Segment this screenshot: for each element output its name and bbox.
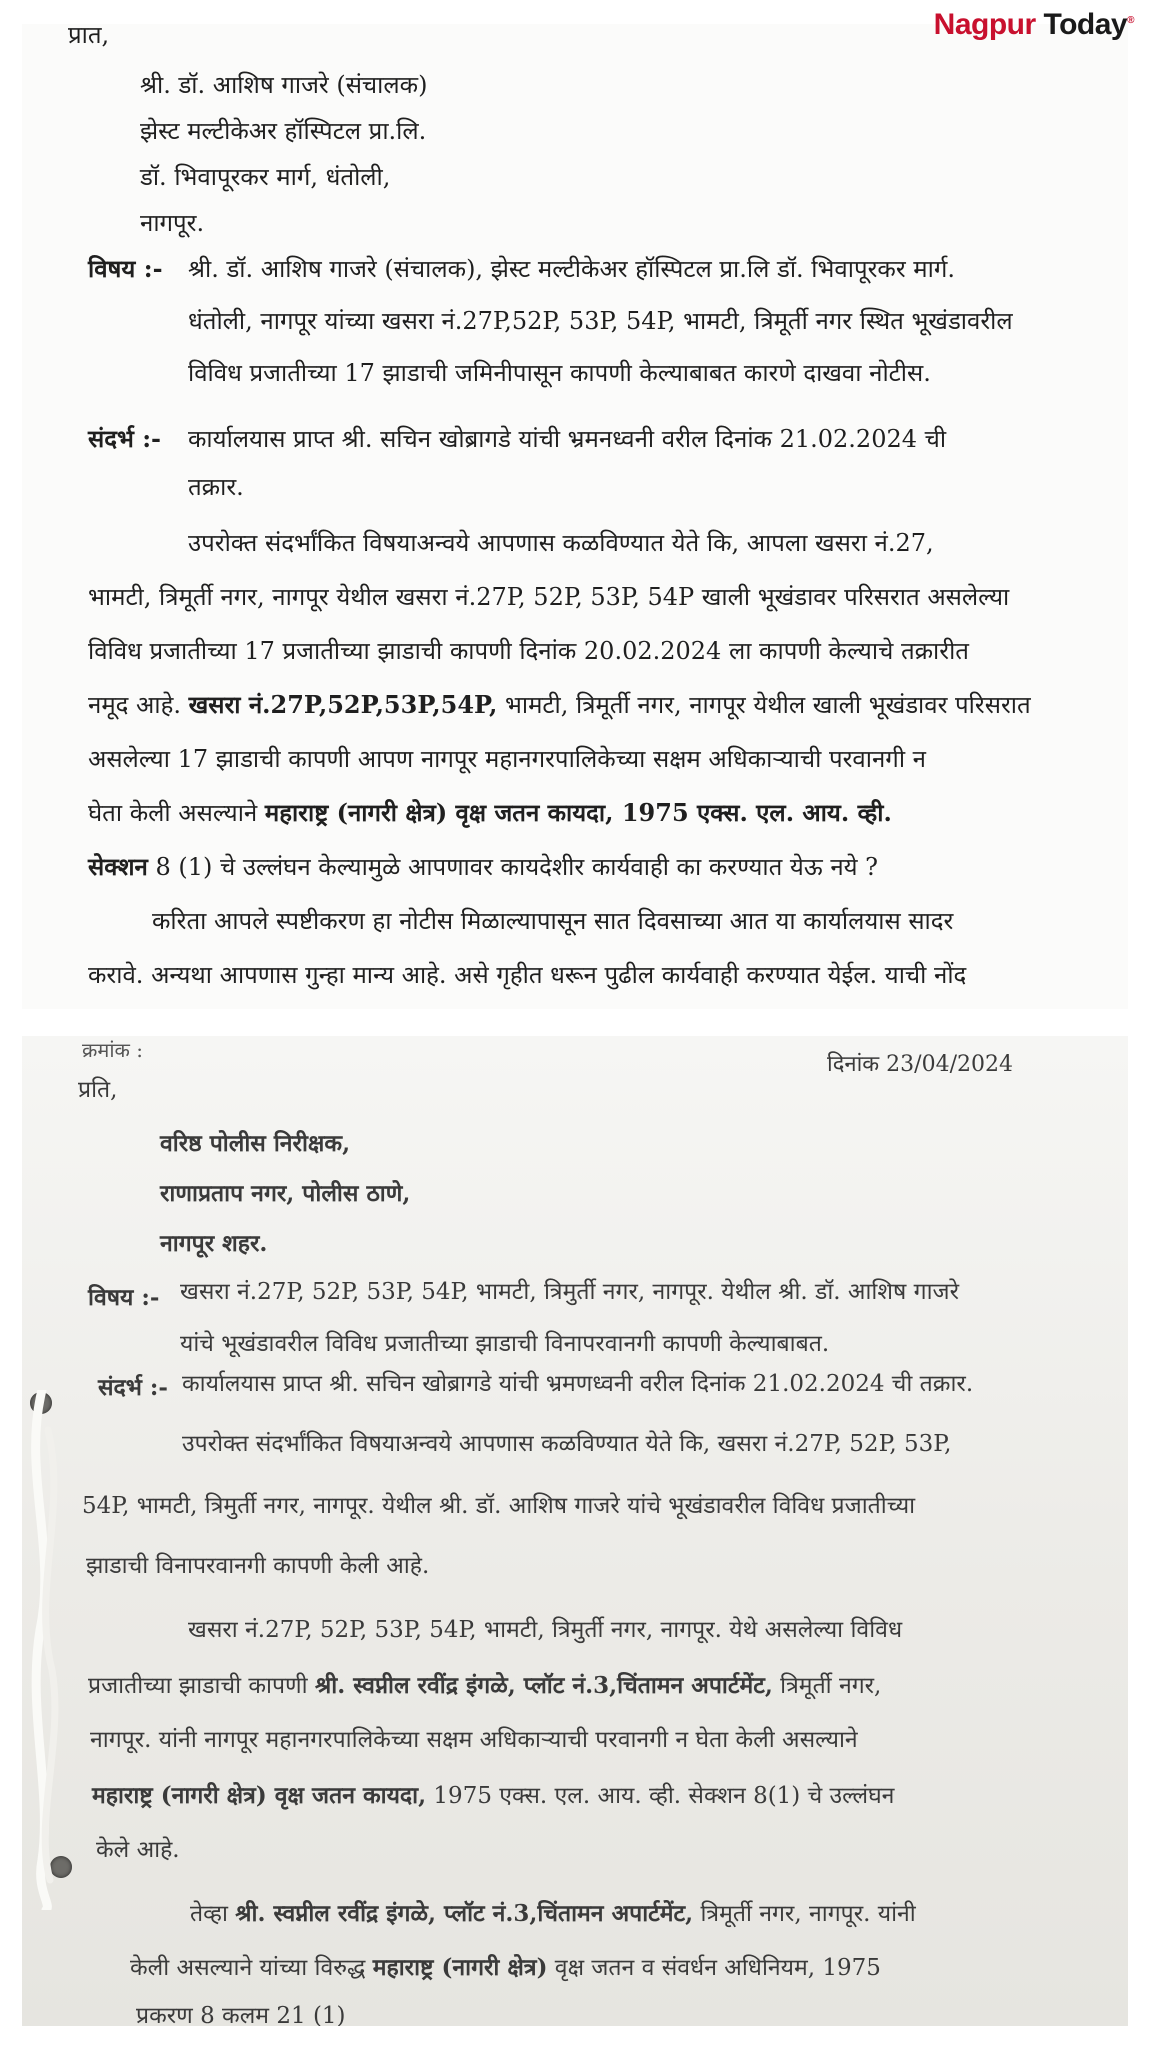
body-text: भामटी, त्रिमूर्ती नगर, नागपूर येथील खाली भूखंडावर परिसरात <box>504 691 1031 719</box>
subject-label: विषय :- <box>88 1284 160 1311</box>
body-line-4: खसरा नं.27P, 52P, 53P, 54P, भामटी, त्रिमुर्ती नगर, नागपूर. येथे असलेल्या विविध <box>188 1617 903 1643</box>
body-text: तेव्हा <box>190 1901 236 1927</box>
accused-name-bold: श्री. स्वप्नील रवींद्र इंगळे, प्लॉट नं.3,चिंतामन अपार्टमेंट, <box>235 1900 694 1927</box>
subject-line-1: खसरा नं.27P, 52P, 53P, 54P, भामटी, त्रिमुर्ती नगर, नागपूर. येथील श्री. डॉ. आशिष गाजरे <box>180 1279 960 1305</box>
body-line-1: उपरोक्त संदर्भांकित विषयाअन्वये आपणास कळविण्यात येते कि, खसरा नं.27P, 52P, 53P, <box>182 1431 952 1457</box>
body-line-5 <box>88 1668 881 1700</box>
body-line-3: झाडाची विनापरवानगी कापणी केली आहे. <box>86 1553 430 1579</box>
recipient-line-3: डॉ. भिवापूरकर मार्ग, धंतोली, <box>140 163 391 191</box>
image-divider <box>0 1009 1152 1036</box>
top-cut-text: क्रमांक : <box>82 1038 143 1062</box>
file-string-tag <box>12 1390 72 1910</box>
body-text: घेता केली असल्याने <box>88 799 265 827</box>
recipient-line-2: झेस्ट मल्टीकेअर हॉस्पिटल प्रा.लि. <box>140 117 427 145</box>
nagpur-today-logo <box>934 8 1134 42</box>
police-letter-2 <box>22 1036 1128 2026</box>
recipient-line-1: वरिष्ठ पोलीस निरीक्षक, <box>160 1130 351 1157</box>
act-name-bold: महाराष्ट्र (नागरी क्षेत्र) वृक्ष जतन कायदा, 1975 एक्स. एल. आय. व्ही. <box>264 798 892 827</box>
body-line-5: असलेल्या 17 झाडाची कापणी आपण नागपूर महानगरपालिकेच्या सक्षम अधिकाऱ्याची परवानगी न <box>88 745 926 773</box>
body-line-10 <box>130 1950 881 1982</box>
body-text: नमूद आहे. <box>88 691 181 719</box>
body-text: त्रिमूर्ती नगर, नागपूर. यांनी <box>700 1901 916 1927</box>
body-text: 1975 एक्स. एल. आय. व्ही. सेक्शन 8(1) चे उल्लंघन <box>433 1783 895 1809</box>
section-bold: सेक्शन <box>88 852 148 881</box>
body-line-4 <box>88 688 1031 721</box>
reference-label: संदर्भ :- <box>98 1374 168 1401</box>
logo-text-black: Today <box>1043 8 1128 41</box>
to-label: प्रति, <box>78 1077 118 1103</box>
subject-line-2: धंतोली, नागपूर यांच्या खसरा नं.27P,52P, 53P, 54P, भामटी, त्रिमूर्ती नगर स्थित भूखंडावरील <box>188 307 1013 335</box>
reference-line: कार्यालयास प्राप्त श्री. सचिन खोब्रागडे यांची भ्रमणध्वनी वरील दिनांक 21.02.2024 ची तक्रार. <box>182 1371 974 1397</box>
subject-line-3: विविध प्रजातीच्या 17 झाडाची जमिनीपासून कापणी केल्याबाबत कारणे दाखवा नोटीस. <box>188 359 931 387</box>
to-label: प्रात, <box>68 24 110 49</box>
body-line-7 <box>92 1778 894 1810</box>
body-line-7 <box>88 850 878 883</box>
body-text: वृक्ष जतन व संवर्धन अधिनियम, 1975 <box>554 1955 881 1981</box>
recipient-line-2: राणाप्रताप नगर, पोलीस ठाणे, <box>160 1180 411 1207</box>
reference-line-1: कार्यालयास प्राप्त श्री. सचिन खोब्रागडे यांची भ्रमनध्वनी वरील दिनांक 21.02.2024 ची <box>188 425 947 453</box>
body-line-3: विविध प्रजातीच्या 17 प्रजातीच्या झाडाची कापणी दिनांक 20.02.2024 ला कापणी केल्याचे तक्रारीत <box>88 637 969 665</box>
body-text: केली असल्याने यांच्या विरुद्ध <box>130 1955 373 1981</box>
body-line-8: केले आहे. <box>96 1837 180 1863</box>
registered-mark: ® <box>1127 15 1134 26</box>
accused-name-bold: श्री. स्वप्नील रवींद्र इंगळे, प्लॉट नं.3,चिंतामन अपार्टमेंट, <box>314 1672 773 1699</box>
body-text: 8 (1) चे उल्लंघन केल्यामुळे आपणावर कायदेशीर कार्यवाही का करण्यात येऊ नये ? <box>155 853 879 881</box>
body-line-1: उपरोक्त संदर्भांकित विषयाअन्वये आपणास कळविण्यात येते कि, आपला खसरा नं.27, <box>188 529 934 557</box>
date-line: दिनांक 23/04/2024 <box>827 1052 1013 1077</box>
recipient-line-3: नागपूर शहर. <box>160 1230 268 1257</box>
body-line-2: भामटी, त्रिमूर्ती नगर, नागपूर येथील खसरा नं.27P, 52P, 53P, 54P खाली भूखंडावर परिसरात असलेल्या <box>88 583 1010 611</box>
subject-label: विषय :- <box>88 254 163 283</box>
body-line-9: करावे. अन्यथा आपणास गुन्हा मान्य आहे. असे गृहीत धरून पुढील कार्यवाही करण्यात येईल. याची नोंद <box>88 961 967 989</box>
recipient-line-4: नागपूर. <box>140 209 205 237</box>
body-text: प्रजातीच्या झाडाची कापणी <box>88 1673 315 1699</box>
body-text: त्रिमूर्ती नगर, <box>780 1673 882 1699</box>
subject-line-2: यांचे भूखंडावरील विविध प्रजातीच्या झाडाची विनापरवानगी कापणी केल्याबाबत. <box>180 1331 830 1357</box>
notice-letter-1 <box>22 24 1128 1009</box>
reference-label: संदर्भ :- <box>88 424 162 453</box>
body-line-6 <box>88 796 892 829</box>
body-line-8: करिता आपले स्पष्टीकरण हा नोटीस मिळाल्यापासून सात दिवसाच्या आत या कार्यालयास सादर <box>152 907 954 935</box>
body-line-9 <box>190 1896 916 1928</box>
logo-text-red: Nagpur <box>933 8 1036 41</box>
khasra-bold: खसरा नं.27P,52P,53P,54P, <box>188 690 498 719</box>
reference-line-2: तक्रार. <box>188 473 244 501</box>
subject-line-1: श्री. डॉ. आशिष गाजरे (संचालक), झेस्ट मल्टीकेअर हॉस्पिटल प्रा.लि डॉ. भिवापूरकर मार्ग. <box>188 255 955 283</box>
recipient-line-1: श्री. डॉ. आशिष गाजरे (संचालक) <box>140 71 428 99</box>
body-line-6: नागपूर. यांनी नागपूर महानगरपालिकेच्या सक्षम अधिकाऱ्याची परवानगी न घेता केली असल्याने <box>90 1727 858 1753</box>
act-name-bold: महाराष्ट्र (नागरी क्षेत्र) <box>372 1954 548 1981</box>
body-line-2: 54P, भामटी, त्रिमुर्ती नगर, नागपूर. येथील श्री. डॉ. आशिष गाजरे यांचे भूखंडावरील विविध प्रजातीच्या <box>82 1493 916 1519</box>
act-name-bold: महाराष्ट्र (नागरी क्षेत्र) वृक्ष जतन कायदा, <box>92 1782 427 1809</box>
body-line-11: प्रकरण 8 कलम 21 (1) <box>136 2003 346 2026</box>
